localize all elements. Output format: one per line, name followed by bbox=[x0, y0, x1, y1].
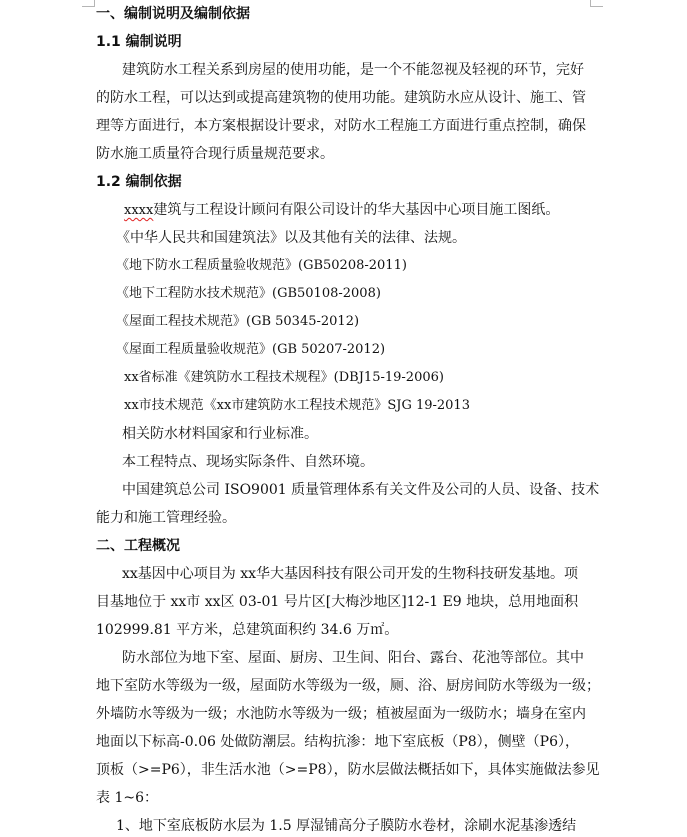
paragraph-line: 地面以下标高-0.06 处做防潮层。结构抗渗：地下室底板（P8），侧壁（P6）， bbox=[96, 734, 580, 750]
basis-item: xx市技术规范《xx市建筑防水工程技术规范》SJG 19-2013 bbox=[124, 398, 470, 413]
paragraph-line: 地下室防水等级为一级，屋面防水等级为一级，厕、浴、厨房间防水等级为一级； bbox=[96, 678, 600, 694]
paragraph-line: 102999.81 平方米，总建筑面积约 34.6 万㎡。 bbox=[96, 622, 399, 638]
paragraph-line: 外墙防水等级为一级；水池防水等级为一级；植被屋面为一级防水；墙身在室内 bbox=[96, 706, 586, 722]
section-heading-2: 二、工程概况 bbox=[96, 538, 180, 554]
basis-item: 《屋面工程质量验收规范》(GB 50207-2012) bbox=[116, 342, 386, 357]
spellcheck-flagged-word: xxxx bbox=[124, 203, 154, 218]
page-corner-mark-left bbox=[82, 0, 95, 7]
paragraph-line: xx基因中心项目为 xx华大基因科技有限公司开发的生物科技研发基地。项 bbox=[122, 566, 579, 582]
paragraph-line: 表 1~6： bbox=[96, 790, 158, 806]
paragraph-line: 防水施工质量符合现行质量规范要求。 bbox=[96, 146, 334, 162]
page-corner-mark-right bbox=[590, 0, 603, 7]
basis-item: 本工程特点、现场实际条件、自然环境。 bbox=[122, 454, 374, 470]
paragraph-line: 顶板（>=P6），非生活水池（>=P8），防水层做法概括如下，具体实施做法参见 bbox=[96, 762, 600, 778]
subsection-heading-1-2: 1.2 编制依据 bbox=[96, 174, 182, 190]
paragraph-line: 理等方面进行，本方案根据设计要求，对防水工程施工方面进行重点控制，确保 bbox=[96, 118, 586, 134]
basis-item: 《中华人民共和国建筑法》以及其他有关的法律、法规。 bbox=[116, 230, 466, 246]
basis-item: 《地下工程防水技术规范》(GB50108-2008) bbox=[116, 286, 381, 301]
paragraph-line: 建筑防水工程关系到房屋的使用功能，是一个不能忽视及轻视的环节，完好 bbox=[122, 62, 584, 78]
section-heading-1: 一、编制说明及编制依据 bbox=[96, 6, 250, 22]
paragraph-line: 的防水工程，可以达到或提高建筑物的使用功能。建筑防水应从设计、施工、管 bbox=[96, 90, 586, 106]
basis-item-drawings-text: 建筑与工程设计顾问有限公司设计的华大基因中心项目施工图纸。 bbox=[153, 202, 560, 218]
basis-item: 《屋面工程技术规范》(GB 50345-2012) bbox=[116, 314, 360, 329]
paragraph-line: 防水部位为地下室、屋面、厨房、卫生间、阳台、露台、花池等部位。其中 bbox=[122, 650, 584, 666]
paragraph-line: 能力和施工管理经验。 bbox=[96, 510, 236, 526]
basis-item: xx省标准《建筑防水工程技术规程》(DBJ15-19-2006) bbox=[124, 370, 444, 385]
basis-item: 相关防水材料国家和行业标准。 bbox=[122, 426, 318, 442]
basis-item: 《地下防水工程质量验收规范》(GB50208-2011) bbox=[116, 258, 407, 273]
paragraph-line: 中国建筑总公司 ISO9001 质量管理体系有关文件及公司的人员、设备、技术 bbox=[122, 482, 600, 498]
subsection-heading-1-1: 1.1 编制说明 bbox=[96, 34, 182, 50]
basis-item-drawings bbox=[124, 200, 559, 220]
list-item: 1、地下室底板防水层为 1.5 厚湿铺高分子膜防水卷材，涂刷水泥基渗透结 bbox=[116, 818, 577, 834]
paragraph-line: 目基地位于 xx市 xx区 03-01 号片区[大梅沙地区]12-1 E9 地块，总用地面积 bbox=[96, 594, 579, 610]
